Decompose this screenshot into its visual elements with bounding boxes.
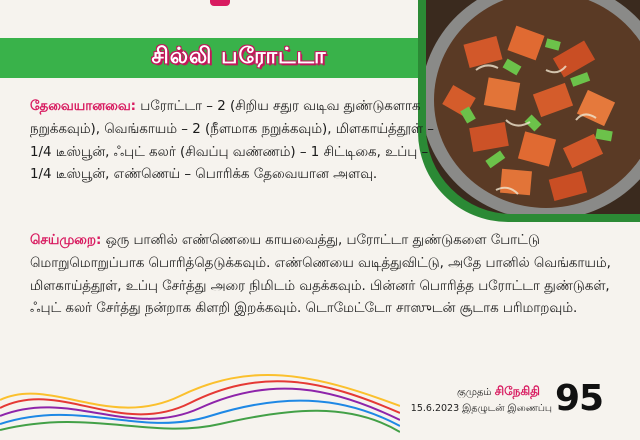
top-edge-mark: [210, 0, 230, 6]
magazine-name: [420, 384, 540, 400]
ingredients-paragraph: [30, 96, 440, 187]
page-number: 95: [555, 378, 604, 419]
method-label: செய்முறை:: [30, 233, 102, 248]
ingredients-text: பரோட்டா – 2 (சிறிய சதுர வடிவ துண்டுகளாக நறுக்கவும்), வெங்காயம் – 2 (நீளமாக நறுக்கவும்), மிளகாய்த்தூள் – 1/4 டீஸ்பூன், ஃபுட் கலர் (சிவப்பு வண்ணம்) – 1 சிட்டிகை, உப்பு – 1/4 டீஸ்பூன், எண்ணெய் – பொரிக்க தேவையான அளவு.: [30, 99, 434, 183]
method-text: ஒரு பானில் எண்ணெயை காயவைத்து, பரோட்டா துண்டுகளை போட்டு மொறுமொறுப்பாக பொரித்தெடுக்கவும். எண்ணெயை வடித்துவிட்டு, அதே பானில் வெங்காயம், மிளகாய்த்தூள், உப்பு சேர்த்து அரை நிமிடம் வதக்கவும். பின்னர் பொரித்த பரோட்டா துண்டுகள், ஃபுட் கலர் சேர்த்து நன்றாக கிளறி இறக்கவும். டொமேட்டோ சாஸுடன் சூடாக பரிமாறவும்.: [30, 233, 611, 317]
magazine-brand: சிநேகிதி: [494, 384, 540, 398]
issue-date-line: 15.6.2023 இதழுடன் இணைப்பு: [410, 403, 552, 414]
chilli-parotta-photo: [426, 0, 640, 214]
method-paragraph: [30, 230, 620, 321]
recipe-title: சில்லி பரோட்டா: [151, 44, 327, 69]
title-banner: [0, 38, 448, 78]
decorative-wave-lines: [0, 368, 400, 440]
food-photo-frame: [418, 0, 640, 222]
ingredients-label: தேவையானவை:: [30, 99, 137, 114]
magazine-prefix: குமுதம்: [457, 387, 495, 398]
